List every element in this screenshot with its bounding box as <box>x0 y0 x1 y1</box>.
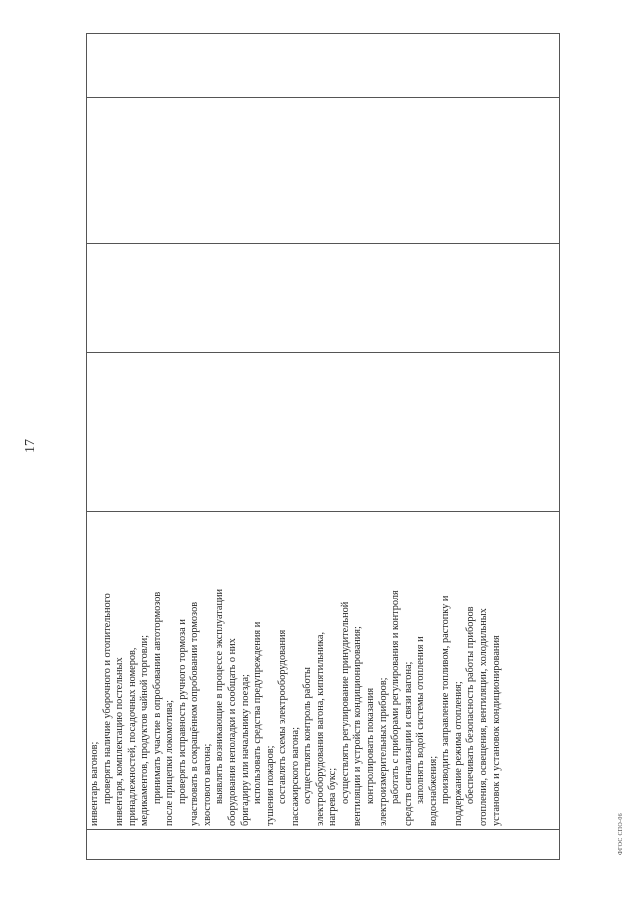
table-column-hours-class <box>87 243 559 352</box>
skill-line: осуществлять контроль работы <box>302 667 314 804</box>
skill-line: обеспечивать безопасность работы приборов <box>465 606 477 804</box>
skill-line: поддержание режима отопления; <box>452 681 464 826</box>
table-column-competencies <box>87 34 559 97</box>
standards-table <box>86 33 560 860</box>
skill-line: производить заправление топливом, растопку и <box>440 595 452 804</box>
skill-line: инвентарь вагонов; <box>89 741 100 826</box>
skill-line: пассажирского вагона; <box>289 727 301 826</box>
skill-line: оборудования неполадки и сообщать о них <box>227 638 239 826</box>
skill-line: контролировать показания <box>365 687 377 804</box>
skill-line: водоснабжения; <box>427 755 439 826</box>
skill-line: принадлежностей, посадочных номеров, <box>126 647 138 826</box>
skill-line: нагрева букс; <box>327 767 339 826</box>
skill-line: выявлять возникающие в процессе эксплуатации <box>214 588 226 804</box>
skill-line: участвовать в сокращённом опробовании тормозов <box>189 601 201 826</box>
table-column-disciplines <box>87 97 559 243</box>
skill-line: проверять наличие уборочного и отопительного <box>101 593 113 804</box>
skill-line: медикаментов, продуктов чайной торговли; <box>139 635 151 826</box>
skill-line: электрооборудования вагона, кипятильника, <box>314 631 326 826</box>
skill-line: составлять схемы электрооборудования <box>277 629 289 804</box>
skill-line: работать с приборами регулирования и контроля <box>390 590 402 804</box>
skill-line: средств сигнализации и связи вагона; <box>402 661 414 826</box>
skill-line: вентиляции и устройств кондиционирования; <box>352 626 364 826</box>
skill-line: проверять исправность ручного тормоза и <box>176 619 188 804</box>
skill-line: инвентаря, комплектацию постельных <box>114 657 126 826</box>
footer-code: ФГОС СПО-06 <box>618 813 624 855</box>
skill-line: отопления, освещения, вентиляции, холодильных <box>477 608 489 826</box>
skill-line: использовать средства предупреждения и <box>252 621 264 804</box>
skill-line: установок и установок кондиционирования <box>490 635 502 826</box>
skill-line: принимать участие в опробовании автотормозов <box>151 591 163 804</box>
skill-line: хвостового вагона; <box>201 743 213 826</box>
skill-line: электроизмерительных приборов; <box>377 677 389 826</box>
skill-line: осуществлять регулирование принудительной <box>339 601 351 804</box>
skill-line: заполнять водой системы отопления и <box>415 636 427 804</box>
table-column-index <box>87 829 559 859</box>
skill-line: тушения пожаров; <box>264 745 276 826</box>
skill-line: после прицепки локомотива; <box>164 699 176 826</box>
page-number: 17 <box>23 439 38 453</box>
table-column-skills <box>87 511 559 829</box>
table-column-hours-max <box>87 352 559 511</box>
skill-line: бригадиру или начальнику поезда; <box>239 674 251 826</box>
